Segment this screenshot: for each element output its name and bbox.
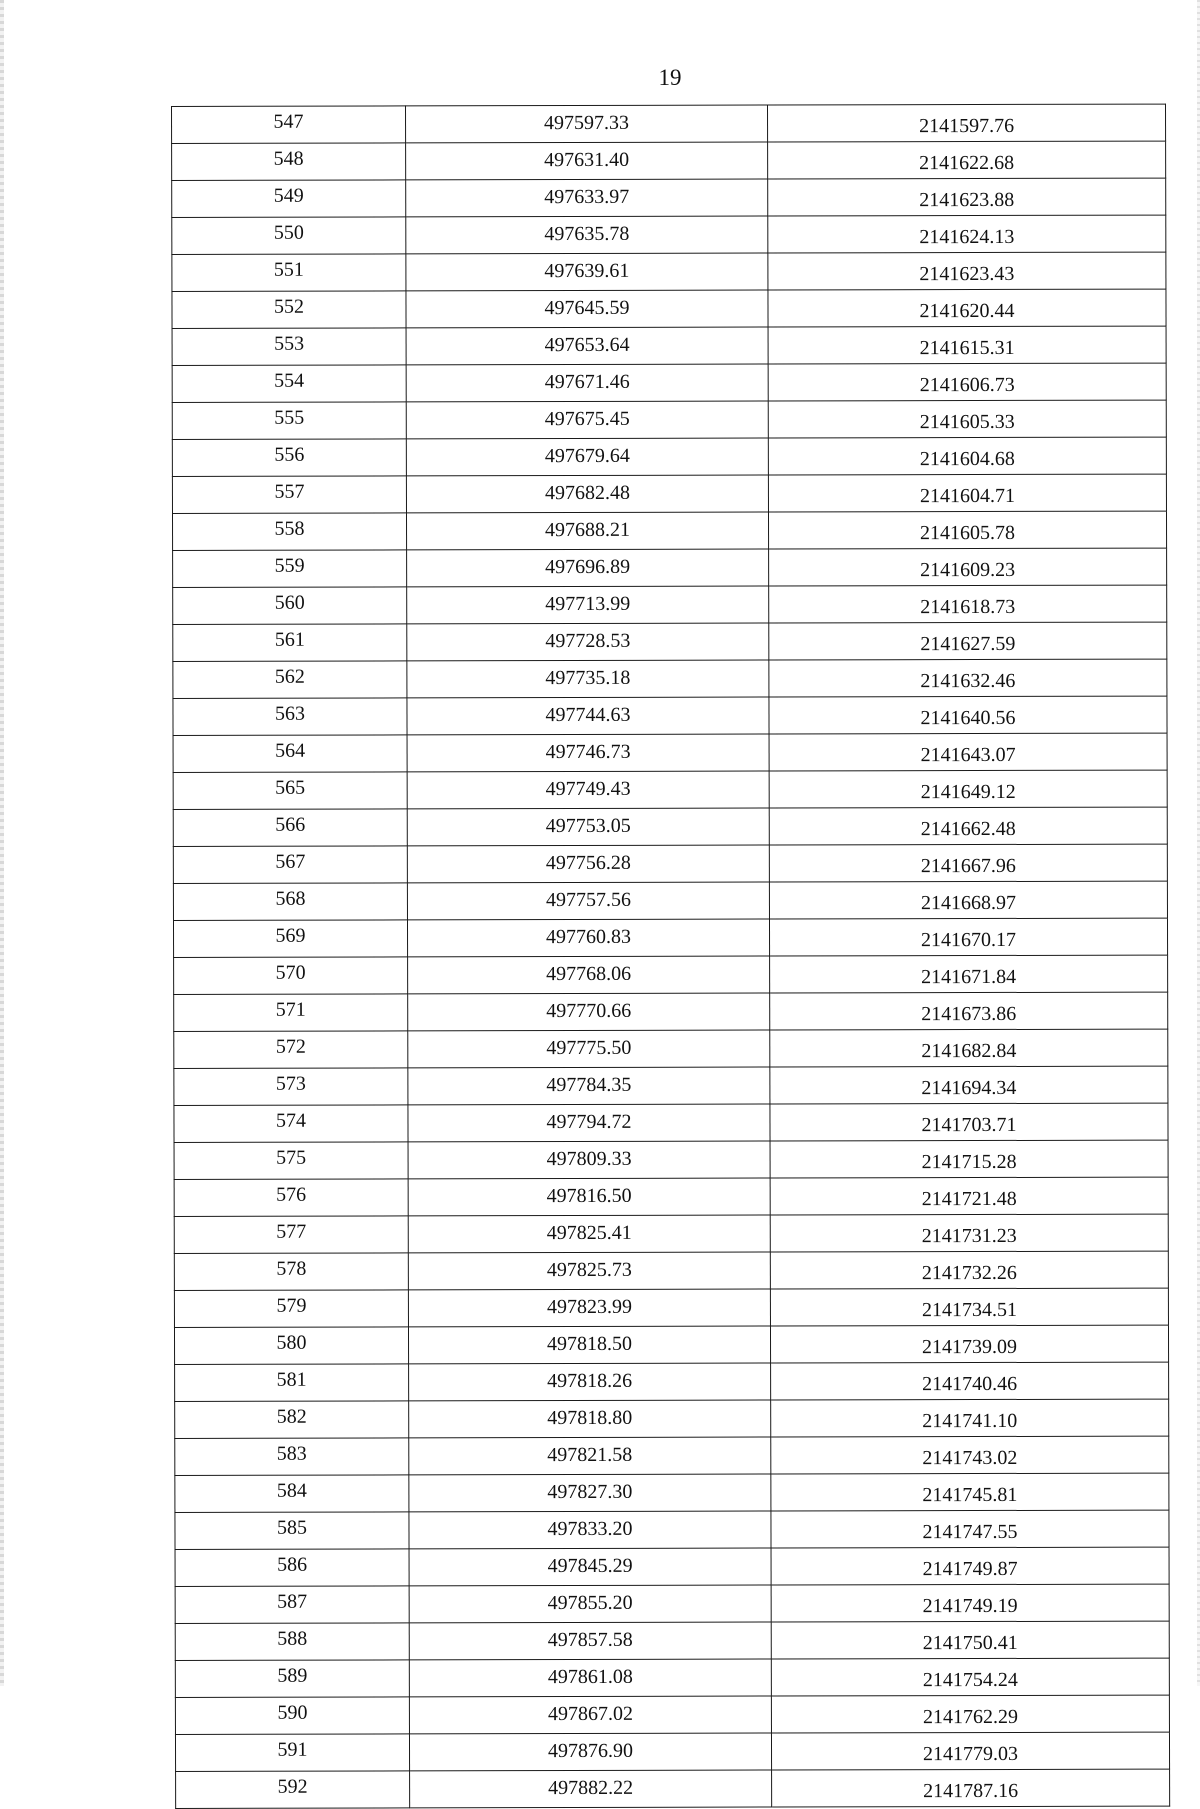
x-coordinate-cell: 497653.64 — [406, 327, 768, 365]
point-number-cell: 583 — [175, 1438, 409, 1476]
y-coordinate-cell: 2141749.87 — [771, 1547, 1169, 1585]
y-coordinate-cell: 2141609.23 — [769, 548, 1167, 586]
x-coordinate-cell: 497876.90 — [409, 1733, 771, 1771]
x-coordinate-cell: 497861.08 — [409, 1659, 771, 1697]
point-number-cell: 561 — [173, 624, 407, 662]
point-number-cell: 579 — [174, 1290, 408, 1328]
point-number-cell: 582 — [175, 1401, 409, 1439]
point-number-cell: 575 — [174, 1142, 408, 1180]
y-coordinate-cell: 2141731.23 — [770, 1214, 1168, 1252]
table-row — [174, 1251, 1168, 1290]
table-row — [173, 585, 1167, 624]
table-row — [174, 1140, 1168, 1179]
table-row — [174, 955, 1168, 994]
x-coordinate-cell: 497713.99 — [407, 586, 769, 624]
y-coordinate-cell: 2141615.31 — [768, 326, 1166, 364]
x-coordinate-cell: 497757.56 — [407, 882, 769, 920]
x-coordinate-cell: 497775.50 — [408, 1030, 770, 1068]
coordinate-table-body — [172, 104, 1170, 1808]
y-coordinate-cell: 2141745.81 — [771, 1473, 1169, 1511]
table-row — [174, 1103, 1168, 1142]
y-coordinate-cell: 2141604.68 — [768, 437, 1166, 475]
y-coordinate-cell: 2141623.88 — [768, 178, 1166, 216]
point-number-cell: 566 — [173, 809, 407, 847]
y-coordinate-cell: 2141779.03 — [771, 1732, 1169, 1770]
page-number: 19 — [658, 65, 682, 90]
y-coordinate-cell: 2141623.43 — [768, 252, 1166, 290]
x-coordinate-cell: 497645.59 — [406, 290, 768, 328]
x-coordinate-cell: 497744.63 — [407, 697, 769, 735]
x-coordinate-cell: 497753.05 — [407, 808, 769, 846]
x-coordinate-cell: 497809.33 — [408, 1141, 770, 1179]
y-coordinate-cell: 2141662.48 — [769, 807, 1167, 845]
y-coordinate-cell: 2141743.02 — [771, 1436, 1169, 1474]
point-number-cell: 555 — [172, 402, 406, 440]
table-row — [173, 881, 1167, 920]
table-row — [175, 1473, 1169, 1512]
y-coordinate-cell: 2141605.33 — [768, 400, 1166, 438]
point-number-cell: 580 — [174, 1327, 408, 1365]
x-coordinate-cell: 497682.48 — [406, 475, 768, 513]
y-coordinate-cell: 2141754.24 — [771, 1658, 1169, 1696]
table-row — [174, 1177, 1168, 1216]
x-coordinate-cell: 497867.02 — [409, 1696, 771, 1734]
table-row — [172, 400, 1166, 439]
y-coordinate-cell: 2141715.28 — [770, 1140, 1168, 1178]
table-row — [172, 178, 1166, 217]
y-coordinate-cell: 2141627.59 — [769, 622, 1167, 660]
point-number-cell: 589 — [175, 1660, 409, 1698]
x-coordinate-cell: 497825.73 — [408, 1252, 770, 1290]
point-number-cell: 569 — [173, 920, 407, 958]
point-number-cell: 562 — [173, 661, 407, 699]
table-row — [172, 326, 1166, 365]
table-row — [174, 1325, 1168, 1364]
table-row — [175, 1510, 1169, 1549]
table-row — [172, 252, 1166, 291]
y-coordinate-cell: 2141649.12 — [769, 770, 1167, 808]
table-row — [175, 1436, 1169, 1475]
x-coordinate-cell: 497756.28 — [407, 845, 769, 883]
point-number-cell: 559 — [173, 550, 407, 588]
x-coordinate-cell: 497823.99 — [408, 1289, 770, 1327]
x-coordinate-cell: 497746.73 — [407, 734, 769, 772]
x-coordinate-cell: 497818.50 — [408, 1326, 770, 1364]
y-coordinate-cell: 2141747.55 — [771, 1510, 1169, 1548]
y-coordinate-cell: 2141734.51 — [770, 1288, 1168, 1326]
point-number-cell: 547 — [172, 106, 406, 144]
y-coordinate-cell: 2141741.10 — [771, 1399, 1169, 1437]
table-row — [175, 1584, 1169, 1623]
point-number-cell: 577 — [174, 1216, 408, 1254]
point-number-cell: 573 — [174, 1068, 408, 1106]
x-coordinate-cell: 497597.33 — [406, 105, 768, 143]
coordinate-table — [171, 104, 1170, 1809]
table-row — [172, 437, 1166, 476]
table-row — [175, 1732, 1169, 1771]
y-coordinate-cell: 2141604.71 — [768, 474, 1166, 512]
point-number-cell: 591 — [175, 1734, 409, 1772]
point-number-cell: 551 — [172, 254, 406, 292]
table-row — [173, 548, 1167, 587]
table-row — [175, 1695, 1169, 1734]
table-row — [176, 1769, 1170, 1808]
x-coordinate-cell: 497818.26 — [409, 1363, 771, 1401]
x-coordinate-cell: 497833.20 — [409, 1511, 771, 1549]
point-number-cell: 581 — [175, 1364, 409, 1402]
table-row — [173, 696, 1167, 735]
table-row — [174, 1214, 1168, 1253]
x-coordinate-cell: 497639.61 — [406, 253, 768, 291]
x-coordinate-cell: 497845.29 — [409, 1548, 771, 1586]
table-row — [172, 141, 1166, 180]
point-number-cell: 572 — [174, 1031, 408, 1069]
x-coordinate-cell: 497631.40 — [406, 142, 768, 180]
table-row — [174, 1029, 1168, 1068]
point-number-cell: 592 — [176, 1771, 410, 1809]
point-number-cell: 568 — [173, 883, 407, 921]
table-row — [172, 474, 1166, 513]
x-coordinate-cell: 497760.83 — [407, 919, 769, 957]
y-coordinate-cell: 2141605.78 — [768, 511, 1166, 549]
point-number-cell: 570 — [174, 957, 408, 995]
x-coordinate-cell: 497818.80 — [409, 1400, 771, 1438]
y-coordinate-cell: 2141622.68 — [768, 141, 1166, 179]
table-row — [175, 1547, 1169, 1586]
y-coordinate-cell: 2141643.07 — [769, 733, 1167, 771]
x-coordinate-cell: 497768.06 — [408, 956, 770, 994]
y-coordinate-cell: 2141673.86 — [770, 992, 1168, 1030]
point-number-cell: 564 — [173, 735, 407, 773]
table-row — [173, 733, 1167, 772]
y-coordinate-cell: 2141740.46 — [771, 1362, 1169, 1400]
point-number-cell: 554 — [172, 365, 406, 403]
point-number-cell: 552 — [172, 291, 406, 329]
point-number-cell: 588 — [175, 1623, 409, 1661]
y-coordinate-cell: 2141618.73 — [769, 585, 1167, 623]
point-number-cell: 574 — [174, 1105, 408, 1143]
x-coordinate-cell: 497633.97 — [406, 179, 768, 217]
x-coordinate-cell: 497770.66 — [408, 993, 770, 1031]
point-number-cell: 587 — [175, 1586, 409, 1624]
x-coordinate-cell: 497696.89 — [407, 549, 769, 587]
point-number-cell: 557 — [172, 476, 406, 514]
y-coordinate-cell: 2141787.16 — [772, 1769, 1170, 1807]
table-row — [172, 289, 1166, 328]
y-coordinate-cell: 2141606.73 — [768, 363, 1166, 401]
x-coordinate-cell: 497728.53 — [407, 623, 769, 661]
point-number-cell: 584 — [175, 1475, 409, 1513]
y-coordinate-cell: 2141632.46 — [769, 659, 1167, 697]
point-number-cell: 590 — [175, 1697, 409, 1735]
x-coordinate-cell: 497794.72 — [408, 1104, 770, 1142]
y-coordinate-cell: 2141749.19 — [771, 1584, 1169, 1622]
y-coordinate-cell: 2141671.84 — [770, 955, 1168, 993]
y-coordinate-cell: 2141640.56 — [769, 696, 1167, 734]
y-coordinate-cell: 2141597.76 — [767, 104, 1165, 142]
point-number-cell: 567 — [173, 846, 407, 884]
table-row — [174, 1066, 1168, 1105]
y-coordinate-cell: 2141703.71 — [770, 1103, 1168, 1141]
point-number-cell: 558 — [172, 513, 406, 551]
table-row — [175, 1621, 1169, 1660]
point-number-cell: 563 — [173, 698, 407, 736]
table-row — [173, 659, 1167, 698]
point-number-cell: 585 — [175, 1512, 409, 1550]
point-number-cell: 571 — [174, 994, 408, 1032]
x-coordinate-cell: 497816.50 — [408, 1178, 770, 1216]
point-number-cell: 560 — [173, 587, 407, 625]
y-coordinate-cell: 2141668.97 — [769, 881, 1167, 919]
point-number-cell: 556 — [172, 439, 406, 477]
y-coordinate-cell: 2141667.96 — [769, 844, 1167, 882]
y-coordinate-cell: 2141682.84 — [770, 1029, 1168, 1067]
point-number-cell: 576 — [174, 1179, 408, 1217]
y-coordinate-cell: 2141670.17 — [769, 918, 1167, 956]
y-coordinate-cell: 2141750.41 — [771, 1621, 1169, 1659]
table-row — [173, 770, 1167, 809]
table-row — [172, 511, 1166, 550]
x-coordinate-cell: 497821.58 — [409, 1437, 771, 1475]
table-row — [173, 622, 1167, 661]
point-number-cell: 549 — [172, 180, 406, 218]
x-coordinate-cell: 497635.78 — [406, 216, 768, 254]
table-row — [174, 992, 1168, 1031]
x-coordinate-cell: 497825.41 — [408, 1215, 770, 1253]
y-coordinate-cell: 2141721.48 — [770, 1177, 1168, 1215]
table-row — [174, 1288, 1168, 1327]
x-coordinate-cell: 497855.20 — [409, 1585, 771, 1623]
point-number-cell: 565 — [173, 772, 407, 810]
y-coordinate-cell: 2141732.26 — [770, 1251, 1168, 1289]
x-coordinate-cell: 497882.22 — [410, 1770, 772, 1808]
table-row — [173, 807, 1167, 846]
point-number-cell: 548 — [172, 143, 406, 181]
y-coordinate-cell: 2141762.29 — [771, 1695, 1169, 1733]
x-coordinate-cell: 497735.18 — [407, 660, 769, 698]
point-number-cell: 550 — [172, 217, 406, 255]
table-row — [175, 1658, 1169, 1697]
x-coordinate-cell: 497671.46 — [406, 364, 768, 402]
x-coordinate-cell: 497784.35 — [408, 1067, 770, 1105]
x-coordinate-cell: 497679.64 — [406, 438, 768, 476]
x-coordinate-cell: 497688.21 — [406, 512, 768, 550]
x-coordinate-cell: 497749.43 — [407, 771, 769, 809]
table-row — [172, 363, 1166, 402]
y-coordinate-cell: 2141620.44 — [768, 289, 1166, 327]
table-row — [173, 844, 1167, 883]
scan-edge-left — [0, 0, 4, 1686]
y-coordinate-cell: 2141624.13 — [768, 215, 1166, 253]
point-number-cell: 553 — [172, 328, 406, 366]
x-coordinate-cell: 497675.45 — [406, 401, 768, 439]
point-number-cell: 586 — [175, 1549, 409, 1587]
y-coordinate-cell: 2141739.09 — [770, 1325, 1168, 1363]
table-row — [172, 104, 1166, 143]
x-coordinate-cell: 497857.58 — [409, 1622, 771, 1660]
table-row — [173, 918, 1167, 957]
table-row — [172, 215, 1166, 254]
y-coordinate-cell: 2141694.34 — [770, 1066, 1168, 1104]
point-number-cell: 578 — [174, 1253, 408, 1291]
x-coordinate-cell: 497827.30 — [409, 1474, 771, 1512]
table-row — [175, 1399, 1169, 1438]
table-row — [175, 1362, 1169, 1401]
